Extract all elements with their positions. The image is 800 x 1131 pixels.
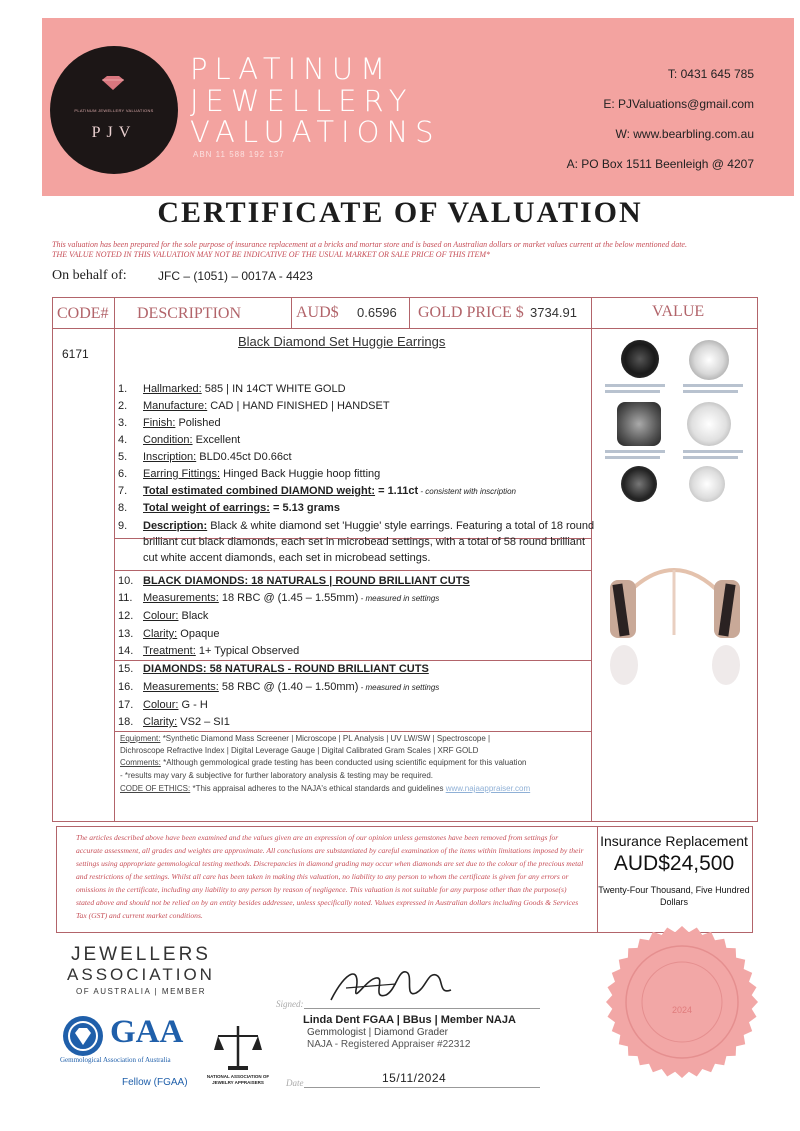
row-divider-equipment bbox=[114, 731, 591, 732]
jaa-line-2: ASSOCIATION bbox=[67, 965, 215, 984]
date-label: Date bbox=[286, 1078, 304, 1088]
item-number: 12. bbox=[118, 610, 134, 622]
item-value: G - H bbox=[178, 699, 208, 711]
contact-website[interactable]: W: www.bearbling.com.au bbox=[615, 127, 754, 141]
item-label: Hallmarked: bbox=[143, 383, 202, 395]
item-number: 1. bbox=[118, 383, 128, 395]
market-value-notice: THE VALUE NOTED IN THIS VALUATION MAY NOT BE INDICATIVE OF THE USUAL MARKET OR SALE PRICE OF THIS ITEM* bbox=[52, 250, 491, 259]
item-number: 14. bbox=[118, 645, 134, 657]
abn-number: ABN 11 588 192 137 bbox=[193, 150, 285, 159]
item-number: 10. bbox=[118, 575, 134, 587]
black-treatment bbox=[118, 645, 299, 657]
item-label: Colour: bbox=[143, 699, 179, 711]
on-behalf-value: JFC – (1051) – 0017A - 4423 bbox=[158, 269, 313, 283]
diamond-gem-icon bbox=[102, 76, 124, 90]
item-title: Black Diamond Set Huggie Earrings bbox=[238, 334, 446, 349]
section-heading: DIAMONDS: 58 NATURALS - ROUND BRILLIANT CUTS bbox=[143, 663, 429, 675]
item-condition bbox=[118, 434, 240, 446]
gold-column-divider bbox=[409, 297, 410, 328]
item-label: Finish: bbox=[143, 417, 176, 429]
item-inscription bbox=[118, 451, 292, 463]
item-note: - measured in settings bbox=[358, 683, 440, 692]
jaa-line-1: JEWELLERS bbox=[71, 944, 211, 965]
white-diamond-small bbox=[689, 466, 725, 502]
white-clarity bbox=[118, 716, 230, 728]
aud-column-divider bbox=[291, 297, 292, 328]
insurance-value: AUD$24,500 bbox=[613, 852, 735, 875]
contact-phone: T: 0431 645 785 bbox=[667, 67, 754, 81]
footer-box-left bbox=[56, 826, 57, 933]
item-label: Colour: bbox=[143, 610, 179, 622]
earrings-illustration bbox=[598, 540, 750, 700]
code-of-ethics bbox=[120, 784, 530, 793]
item-number: 9. bbox=[118, 520, 128, 532]
item-number: 13. bbox=[118, 628, 134, 640]
item-label: Earring Fittings: bbox=[143, 468, 221, 480]
item-number: 7. bbox=[118, 485, 128, 497]
aud-header: AUD$ bbox=[296, 304, 339, 321]
signatory-name: Linda Dent FGAA | BBus | Member NAJA bbox=[303, 1014, 516, 1026]
pjv-logo bbox=[50, 46, 178, 174]
signed-label: Signed: bbox=[276, 999, 304, 1009]
item-number: 17. bbox=[118, 699, 134, 711]
black-diamonds-heading bbox=[118, 575, 470, 587]
diamond-photo-grid bbox=[597, 332, 753, 500]
item-label: Manufacture: bbox=[143, 400, 208, 412]
item-value: 58 RBC @ (1.40 – 1.50mm) bbox=[218, 681, 359, 693]
item-number: 6. bbox=[118, 468, 128, 480]
value-column-divider bbox=[591, 297, 592, 822]
item-value: = 5.13 grams bbox=[269, 502, 340, 514]
white-diamonds-heading bbox=[118, 663, 429, 675]
item-value: Opaque bbox=[177, 628, 220, 640]
item-value: CAD | HAND FINISHED | HANDSET bbox=[207, 400, 390, 412]
item-value: = 1.11ct bbox=[375, 485, 419, 497]
handwritten-signature bbox=[326, 960, 456, 1010]
contact-email[interactable]: E: PJValuations@gmail.com bbox=[603, 97, 754, 111]
item-value: Black bbox=[178, 610, 209, 622]
row-divider-10 bbox=[114, 570, 591, 571]
black-diamond-small bbox=[621, 466, 657, 502]
footer-box-top bbox=[56, 826, 753, 827]
item-value: VS2 – SI1 bbox=[177, 716, 230, 728]
black-clarity bbox=[118, 628, 219, 640]
date-line bbox=[304, 1087, 540, 1088]
footer-disclaimer: The articles described above have been examined and the values given are an expression of our opinion unless gemstones have been removed from settings for accurate assessment, all grades and weights are approximate. All conclusions are substantiated by careful examination of the items within limitations imposed by their settings using appropriate gemmological testing methods. Discrepancies in diamond grading may occur when diamonds are set due to the colour of the precious metal and restrictions of the settings. Whilst all care has been taken in making this valuation, no liability to any person to whom the certificate is given for any errors or omissions in the certificate, including any liability to any person by reason of negligence. This valuation is not suitable for any purpose other than the purpose(s) stated above and should not be relied on by an entity besides addressee, unless specifically noted. Values expressed in Australian dollars including Goods & Services Tax (GST) and current market conditions. bbox=[76, 833, 584, 920]
gold-price-header: GOLD PRICE $ bbox=[418, 304, 524, 321]
table-left-border bbox=[52, 297, 53, 822]
item-label: Measurements: bbox=[143, 592, 219, 604]
item-label: Total weight of earrings: bbox=[143, 502, 270, 514]
black-colour bbox=[118, 610, 208, 622]
certificate-title: CERTIFICATE OF VALUATION bbox=[157, 196, 643, 229]
equipment-line-2: Dichroscope Refractive Index | Digital Leverage Gauge | Digital Calibrated Gram Scales | XRF GOLD bbox=[120, 746, 479, 755]
item-code: 6171 bbox=[62, 347, 89, 361]
item-value: Hinged Back Huggie hoop fitting bbox=[220, 468, 381, 480]
photo-caption bbox=[605, 384, 665, 387]
item-label: Measurements: bbox=[143, 681, 219, 693]
photo-caption bbox=[605, 390, 660, 393]
item-label: Inscription: bbox=[143, 451, 197, 463]
description-line-2: brilliant cut black diamonds, each set in microbead settings, with a total of 58 round brilliant bbox=[143, 536, 586, 548]
item-total-weight bbox=[118, 502, 340, 514]
comments-label: Comments: bbox=[120, 758, 161, 767]
item-number: 16. bbox=[118, 681, 134, 693]
valuation-disclaimer: This valuation has been prepared for the sole purpose of insurance replacement at a bricks and mortar store and is based on Australian dollars or market values current at the below mentioned date. bbox=[52, 240, 687, 249]
white-diamond-faceted bbox=[687, 402, 731, 446]
footer-box-right bbox=[752, 826, 753, 933]
item-value: BLD0.45ct D0.66ct bbox=[196, 451, 292, 463]
photo-caption bbox=[683, 390, 738, 393]
aud-rate-value: 0.6596 bbox=[357, 305, 397, 320]
jaa-line-3: OF AUSTRALIA | MEMBER bbox=[75, 987, 207, 996]
brand-line-2: JEWELLERY bbox=[190, 84, 414, 118]
item-manufacture bbox=[118, 400, 390, 412]
black-diamond-top-view bbox=[621, 340, 659, 378]
embossed-seal bbox=[604, 924, 760, 1080]
gold-price-value: 3734.91 bbox=[530, 305, 577, 320]
item-number: 15. bbox=[118, 663, 134, 675]
logo-initials: PJV bbox=[91, 124, 137, 141]
item-label: Clarity: bbox=[143, 628, 178, 640]
white-colour bbox=[118, 699, 208, 711]
item-number: 5. bbox=[118, 451, 128, 463]
gaa-fellow: Fellow (FGAA) bbox=[122, 1077, 188, 1088]
naja-scales-icon bbox=[214, 1024, 262, 1072]
table-header-border bbox=[52, 328, 758, 329]
brand-line-1: PLATINUM bbox=[190, 52, 393, 86]
item-number: 8. bbox=[118, 502, 128, 514]
item-description bbox=[118, 520, 594, 532]
ethics-text: *This appraisal adheres to the NAJA's ethical standards and guidelines bbox=[190, 784, 446, 793]
contact-address: A: PO Box 1511 Beenleigh @ 4207 bbox=[566, 157, 754, 171]
seal-year: 2024 bbox=[671, 1005, 693, 1015]
photo-caption bbox=[605, 456, 660, 459]
naja-link[interactable]: www.najaappraiser.com bbox=[445, 784, 531, 793]
item-finish bbox=[118, 417, 221, 429]
item-label: Condition: bbox=[143, 434, 193, 446]
description-line-3: cut white accent diamonds, each set in microbead settings. bbox=[143, 552, 431, 564]
item-note: - measured in settings bbox=[358, 594, 440, 603]
comments-line-2: - *results may vary & subjective for further laboratory analysis & testing may be required. bbox=[120, 771, 434, 780]
naja-logo-text: NATIONAL ASSOCIATION OF JEWELRY APPRAISERS bbox=[206, 1074, 270, 1085]
comments-line-1 bbox=[120, 758, 526, 767]
white-diamond-top-view bbox=[689, 340, 729, 380]
description-line-1: Black & white diamond set 'Huggie' style earrings. Featuring a total of 18 round bbox=[207, 520, 595, 532]
black-measurements bbox=[118, 592, 439, 604]
item-total-diamond-weight bbox=[118, 485, 516, 497]
item-value: Excellent bbox=[192, 434, 241, 446]
item-hallmarked bbox=[118, 383, 346, 395]
on-behalf-label: On behalf of: bbox=[52, 268, 127, 283]
code-column-divider bbox=[114, 297, 115, 822]
comments-text: *Although gemmological grade testing has been conducted using scientific equipment for this valuation bbox=[160, 758, 527, 767]
table-right-border bbox=[757, 297, 758, 822]
signature-line bbox=[304, 1008, 540, 1009]
photo-caption bbox=[683, 450, 743, 453]
gaa-logo-text: GAA bbox=[110, 1014, 184, 1050]
description-header: DESCRIPTION bbox=[137, 305, 242, 322]
item-number: 4. bbox=[118, 434, 128, 446]
photo-caption bbox=[683, 456, 738, 459]
section-heading: BLACK DIAMONDS: 18 NATURALS | ROUND BRILLIANT CUTS bbox=[143, 575, 470, 587]
item-value: 1+ Typical Observed bbox=[195, 645, 300, 657]
item-value: 585 | IN 14CT WHITE GOLD bbox=[201, 383, 346, 395]
gaa-emblem-icon bbox=[62, 1015, 104, 1057]
insurance-value-words: Twenty-Four Thousand, Five Hundred Dollars bbox=[598, 885, 750, 907]
value-header: VALUE bbox=[652, 303, 705, 320]
item-note: - consistent with inscription bbox=[418, 487, 516, 496]
item-number: 18. bbox=[118, 716, 134, 728]
item-number: 11. bbox=[118, 592, 133, 604]
gaa-full-name: Gemmological Association of Australia bbox=[60, 1056, 171, 1064]
item-label: Clarity: bbox=[143, 716, 178, 728]
item-label: Description: bbox=[143, 520, 208, 532]
equipment-text: *Synthetic Diamond Mass Screener | Microscope | PL Analysis | UV LW/SW | Spectroscope | bbox=[160, 734, 491, 743]
item-earring-fittings bbox=[118, 468, 380, 480]
valuation-date: 15/11/2024 bbox=[382, 1071, 447, 1085]
item-label: Treatment: bbox=[143, 645, 196, 657]
earrings-photo bbox=[598, 540, 750, 700]
logo-tiny-text: PLATINUM JEWELLERY VALUATIONS bbox=[74, 108, 154, 113]
signatory-registration: NAJA - Registered Appraiser #22312 bbox=[307, 1039, 471, 1050]
row-divider-15 bbox=[114, 660, 591, 661]
item-number: 3. bbox=[118, 417, 128, 429]
white-measurements bbox=[118, 681, 439, 693]
brand-line-3: VALUATIONS bbox=[190, 115, 441, 149]
insurance-label: Insurance Replacement bbox=[600, 833, 748, 849]
item-number: 2. bbox=[118, 400, 128, 412]
code-header: CODE# bbox=[57, 305, 109, 322]
item-value: Polished bbox=[175, 417, 221, 429]
signatory-title: Gemmologist | Diamond Grader bbox=[307, 1027, 448, 1038]
equipment-line-1 bbox=[120, 734, 490, 743]
radiant-diamond-dark bbox=[617, 402, 661, 446]
item-label: Total estimated combined DIAMOND weight: bbox=[143, 485, 376, 497]
item-value: 18 RBC @ (1.45 – 1.55mm) bbox=[218, 592, 359, 604]
table-bottom-border bbox=[52, 821, 758, 822]
photo-caption bbox=[683, 384, 743, 387]
photo-caption bbox=[605, 450, 665, 453]
equipment-label: Equipment: bbox=[120, 734, 161, 743]
ethics-label: CODE OF ETHICS: bbox=[120, 784, 191, 793]
table-top-border bbox=[52, 297, 758, 298]
